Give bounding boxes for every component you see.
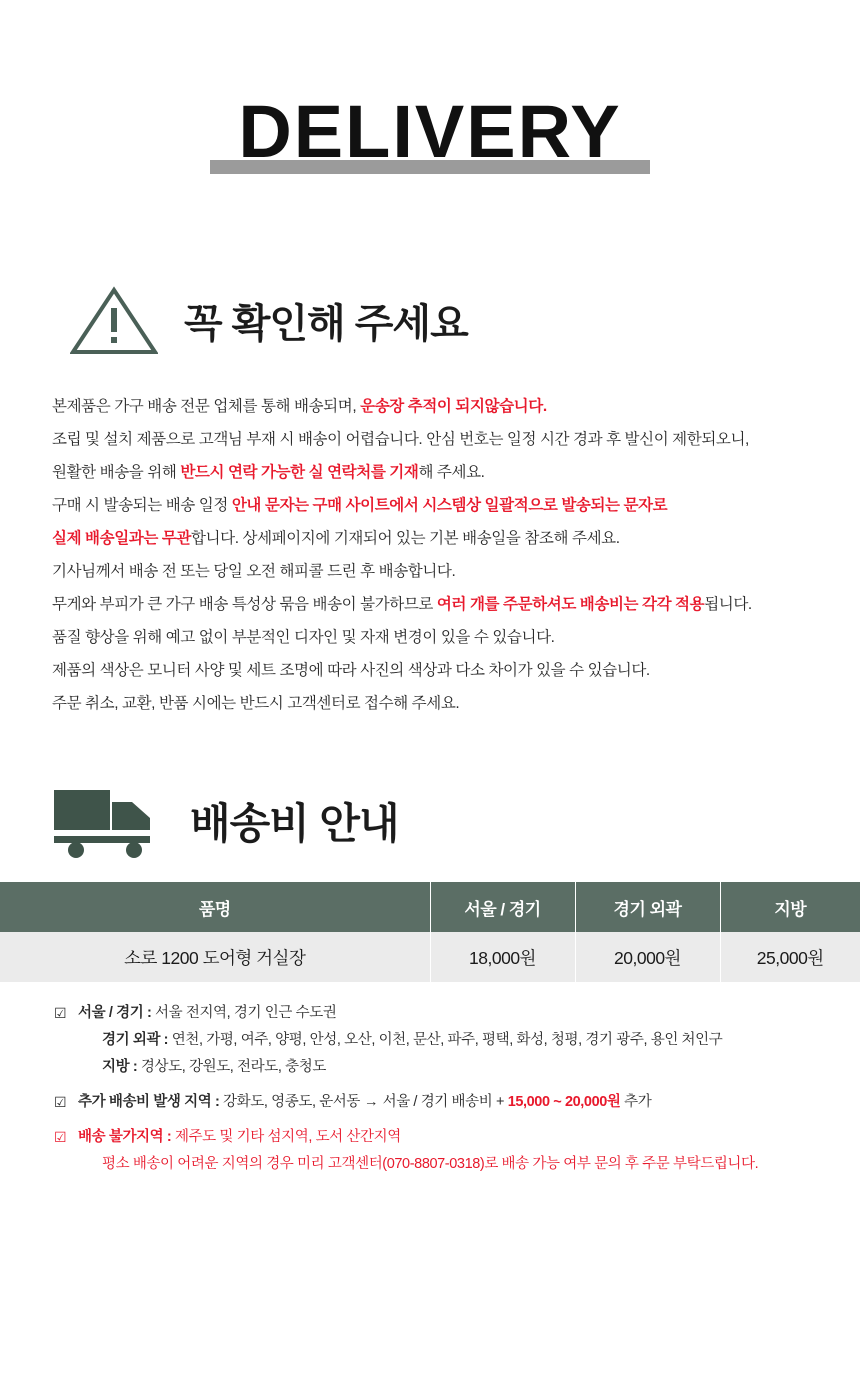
fee-heading: 배송비 안내 — [190, 800, 399, 847]
notice-line — [52, 456, 808, 489]
notice-text-span: 조립 및 설치 제품으로 고객님 부재 시 배송이 어렵습니다. 안심 번호는 일정 시간 경과 후 발신이 제한되오니, — [52, 431, 749, 448]
note-text — [102, 1054, 326, 1081]
notice-text-span: 본제품은 가구 배송 전문 업체를 통해 배송되며, — [52, 398, 361, 415]
checkbox-icon: ☑ — [54, 1005, 67, 1021]
note-text — [78, 1000, 336, 1027]
page-title: DELIVERY — [238, 90, 622, 173]
note-gap — [54, 1116, 814, 1124]
note-value: 강화도, 영종도, 운서동 — [223, 1094, 361, 1110]
checkbox-icon: ☑ — [54, 1129, 67, 1145]
table-header-cell: 품명 — [0, 882, 430, 932]
note-text — [102, 1027, 722, 1054]
note-label: 추가 배송비 발생 지역 : — [78, 1094, 224, 1110]
notice-text-span: 반드시 연락 가능한 실 연락처를 기재 — [180, 464, 419, 481]
notice-line — [52, 555, 808, 588]
note-row — [54, 1000, 814, 1027]
notice-text-span: 해 주세요. — [418, 464, 485, 481]
note-highlight: 15,000 ~ 20,000원 — [507, 1094, 621, 1110]
note-label: 지방 : — [102, 1059, 141, 1075]
notice-text-span: 실제 배송일과는 무관 — [52, 530, 191, 547]
note-row — [54, 1151, 814, 1178]
note-label: 배송 불가지역 : — [78, 1129, 175, 1145]
notice-text-span: 기사님께서 배송 전 또는 당일 오전 해피콜 드린 후 배송합니다. — [52, 563, 456, 580]
note-row — [54, 1027, 814, 1054]
note-label: 서울 / 경기 : — [78, 1005, 155, 1021]
note-value-tail: 추가 — [620, 1094, 652, 1110]
note-value: 경상도, 강원도, 전라도, 충청도 — [140, 1059, 326, 1075]
notice-text-span: 됩니다. — [704, 596, 752, 613]
note-row — [54, 1124, 814, 1151]
notice-line — [52, 654, 808, 687]
table-row — [0, 932, 860, 982]
table-header-row — [0, 882, 860, 932]
notice-heading: 꼭 확인해 주세요 — [184, 301, 468, 346]
note-value: 제주도 및 기타 섬지역, 도서 산간지역 — [174, 1129, 401, 1145]
note-text — [78, 1089, 651, 1116]
notice-text-span: 안내 문자는 구매 사이트에서 시스템상 일괄적으로 발송되는 문자로 — [231, 497, 668, 514]
checkbox-icon: ☑ — [54, 1094, 67, 1110]
table-header-cell: 지방 — [720, 882, 860, 932]
table-header-cell: 경기 외곽 — [575, 882, 720, 932]
table-cell-local: 25,000원 — [720, 932, 860, 982]
delivery-truck-icon — [48, 782, 168, 860]
notice-line — [52, 489, 808, 522]
notice-line — [52, 390, 808, 423]
note-value-secondary: 서울 / 경기 배송비 + — [382, 1094, 508, 1110]
arrow-icon: → — [360, 1094, 383, 1110]
notice-text-span: 주문 취소, 교환, 반품 시에는 반드시 고객센터로 접수해 주세요. — [52, 695, 460, 712]
notice-text-span: 무게와 부피가 큰 가구 배송 특성상 묶음 배송이 불가하므로 — [52, 596, 437, 613]
notice-line — [52, 621, 808, 654]
notice-heading-row — [0, 284, 860, 356]
notice-text-span: 품질 향상을 위해 예고 없이 부분적인 디자인 및 자재 변경이 있을 수 있습니다. — [52, 629, 555, 646]
notice-text-span: 여러 개를 주문하셔도 배송비는 각각 적용 — [436, 596, 705, 613]
warning-triangle-icon — [70, 284, 158, 356]
notice-line — [52, 423, 808, 456]
delivery-fee-table — [0, 882, 860, 982]
note-value: 연천, 가평, 여주, 양평, 안성, 오산, 이천, 문산, 파주, 평택, 화성, 청평, 경기 광주, 용인 처인구 — [171, 1032, 723, 1048]
notice-line — [52, 687, 808, 720]
table-header-cell: 서울 / 경기 — [430, 882, 575, 932]
note-value: 평소 배송이 어려운 지역의 경우 미리 고객센터(070-8807-0318)로 배송 가능 여부 문의 후 주문 부탁드립니다. — [102, 1156, 759, 1172]
note-gap — [54, 1081, 814, 1089]
note-label: 경기 외곽 : — [102, 1032, 172, 1048]
notice-line — [52, 522, 808, 555]
table-cell-outer: 20,000원 — [575, 932, 720, 982]
notice-text-span: 합니다. 상세페이지에 기재되어 있는 기본 배송일을 참조해 주세요. — [190, 530, 620, 547]
notice-text-span: 운송장 추적이 되지않습니다. — [360, 398, 547, 415]
notice-line — [52, 588, 808, 621]
note-text — [78, 1124, 401, 1151]
page-title-block — [0, 88, 860, 198]
fee-heading-row — [0, 782, 860, 860]
notice-text-span: 구매 시 발송되는 배송 일정 — [52, 497, 232, 514]
note-text — [102, 1151, 758, 1178]
note-row — [54, 1089, 814, 1116]
note-row — [54, 1054, 814, 1081]
notice-text-block — [0, 390, 860, 720]
note-value: 서울 전지역, 경기 인근 수도권 — [155, 1005, 337, 1021]
notice-text-span: 제품의 색상은 모니터 사양 및 세트 조명에 따라 사진의 색상과 다소 차이가 있을 수 있습니다. — [52, 662, 650, 679]
table-cell-product: 소로 1200 도어형 거실장 — [0, 932, 430, 982]
delivery-notes-block — [0, 1000, 860, 1178]
table-cell-seoul: 18,000원 — [430, 932, 575, 982]
notice-text-span: 원활한 배송을 위해 — [52, 464, 181, 481]
